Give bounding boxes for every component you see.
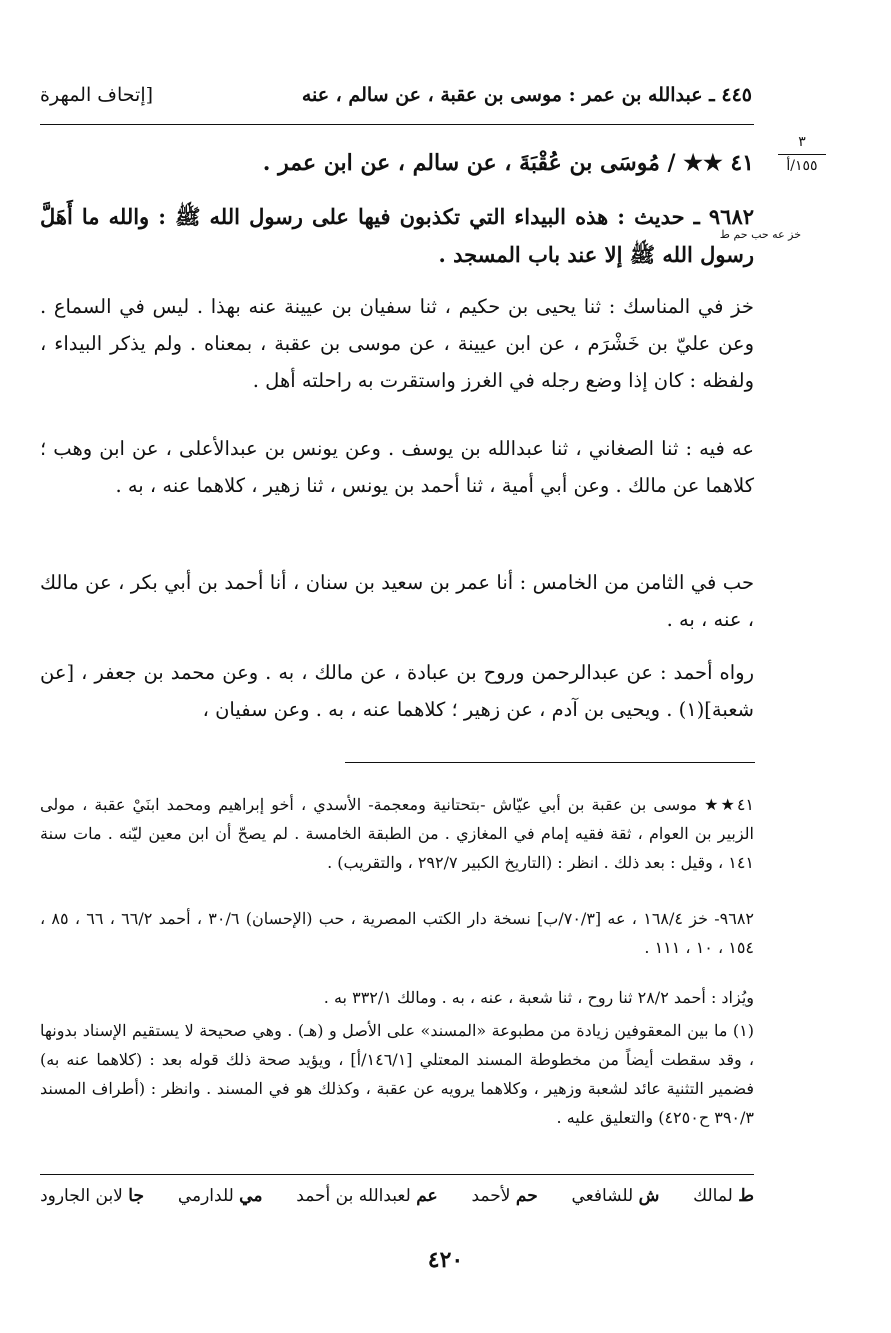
footnote-rule <box>345 762 755 763</box>
sigla-item: ط لمالك <box>693 1186 754 1206</box>
hadith-entry <box>40 198 754 274</box>
header-rule <box>40 124 754 125</box>
sigla-item: عم لعبدالله بن أحمد <box>296 1186 438 1206</box>
footnote-narrator-bio: ٤١★★ موسى بن عقبة بن أبي عيّاش -بتحتانية ومعجمة- الأسدي ، أخو إبراهيم ومحمد ابنَيْ عقبة ، مولى الزبير بن العوام ، ثقة فقيه إمام في المغازي . من الطبقة الخامسة . لم يصحّ أن ابن معين ليّنه . مات سنة ١٤١ ، وقيل : بعد ذلك . انظر : (التاريخ الكبير ٢٩٢/٧ ، والتقريب) . <box>40 795 754 872</box>
section-title: ٤١ ★★ / مُوسَى بن عُقْبَةَ ، عن سالم ، عن ابن عمر . <box>262 150 754 176</box>
hadith-number: ٩٦٨٢ <box>708 204 755 229</box>
running-header <box>40 84 752 114</box>
paragraph-abu-awana: عه فيه : ثنا الصغاني ، ثنا عبدالله بن يوسف . وعن يونس بن عبدالأعلى ، عن ابن وهب ؛ كلاهما عن مالك . وعن أبي أمية ، ثنا أحمد بن يونس ، ثنا زهير ، كلاهما عنه ، به . <box>40 437 754 497</box>
hadith-text: هذه البيداء التي تكذبون فيها على رسول الله ﷺ : والله ما أَهَلَّ رسول الله ﷺ إلا عند باب المسجد . <box>40 204 754 267</box>
paragraph-ibn-khuzayma: خز في المناسك : ثنا يحيى بن حكيم ، ثنا سفيان بن عيينة عنه بهذا . ليس في السماع . وعن عليّ بن خَشْرَم ، عن ابن عيينة ، عن موسى بن عقبة ، بمعناه . ولم يذكر البيداء ، ولفظه : كان إذا وضع رجله في الغرز واستقرت به راحلته أهل . <box>40 295 754 392</box>
footnote-sources: ٩٦٨٢- خز ١٦٨/٤ ، عه [٧٠/٣/ب] نسخة دار الكتب المصرية ، حب (الإحسان) ٣٠/٦ ، أحمد ٦٦/٢ ، ٦٦ ، ٨٥ ، ١٥٤ ، ١٠ ، ١١١ . <box>40 909 754 957</box>
margin-number: ٣ <box>798 134 806 150</box>
margin-reference <box>778 134 826 174</box>
margin-folio: ١٥٥/أ <box>786 158 818 174</box>
hadith-label: ـ حديث : <box>617 204 700 229</box>
sigla-item: ش للشافعي <box>571 1186 660 1206</box>
sigla-item: مي للدارمي <box>177 1186 263 1206</box>
sigla-item: حم لأحمد <box>471 1186 538 1206</box>
running-title: ٤٤٥ ـ عبدالله بن عمر : موسى بن عقبة ، عن سالم ، عنه <box>301 84 752 106</box>
hadith-sigla: خز عه حب حم ط <box>719 228 801 241</box>
paragraph-ahmad: رواه أحمد : عن عبدالرحمن وروح بن عبادة ، عن مالك ، به . وعن محمد بن جعفر ، [عن شعبة](١) . ويحيى بن آدم ، عن زهير ؛ كلاهما عنه ، به . وعن سفيان ، <box>40 661 754 721</box>
paragraph-ibn-hibban: حب في الثامن من الخامس : أنا عمر بن سعيد بن سنان ، أنا أحمد بن أبي بكر ، عن مالك ، عنه ، به . <box>40 571 754 631</box>
margin-divider <box>778 154 826 155</box>
sigla-item: جا لابن الجارود <box>40 1186 144 1206</box>
footnote-additions: ويُزاد : أحمد ٢٨/٢ ثنا روح ، ثنا شعبة ، عنه ، به . ومالك ٣٣٢/١ به . <box>323 988 754 1007</box>
sigla-legend <box>40 1186 754 1206</box>
page-number: ٤٢٠ <box>427 1247 464 1273</box>
footnote-1: (١) ما بين المعقوفين زيادة من مطبوعة «المسند» على الأصل و (هـ) . وهي صحيحة لا يستقيم الإسناد بدونها ، وقد سقطت أيضاً من مخطوطة المسند المعتلي [١٤٦/١/أ] ، ويؤيد صحة ذلك قوله بعد : (كلاهما عنه به) فضمير التثنية عائد لشعبة وزهير ، وكلاهما يرويه عن عقبة ، وكذلك هو في المسند . وانظر : (أطراف المسند ٣٩٠/٣ ح٤٢٥٠) والتعليق عليه . <box>40 1021 754 1127</box>
book-title: [إتحاف المهرة <box>40 84 154 106</box>
sigla-rule <box>40 1174 754 1175</box>
